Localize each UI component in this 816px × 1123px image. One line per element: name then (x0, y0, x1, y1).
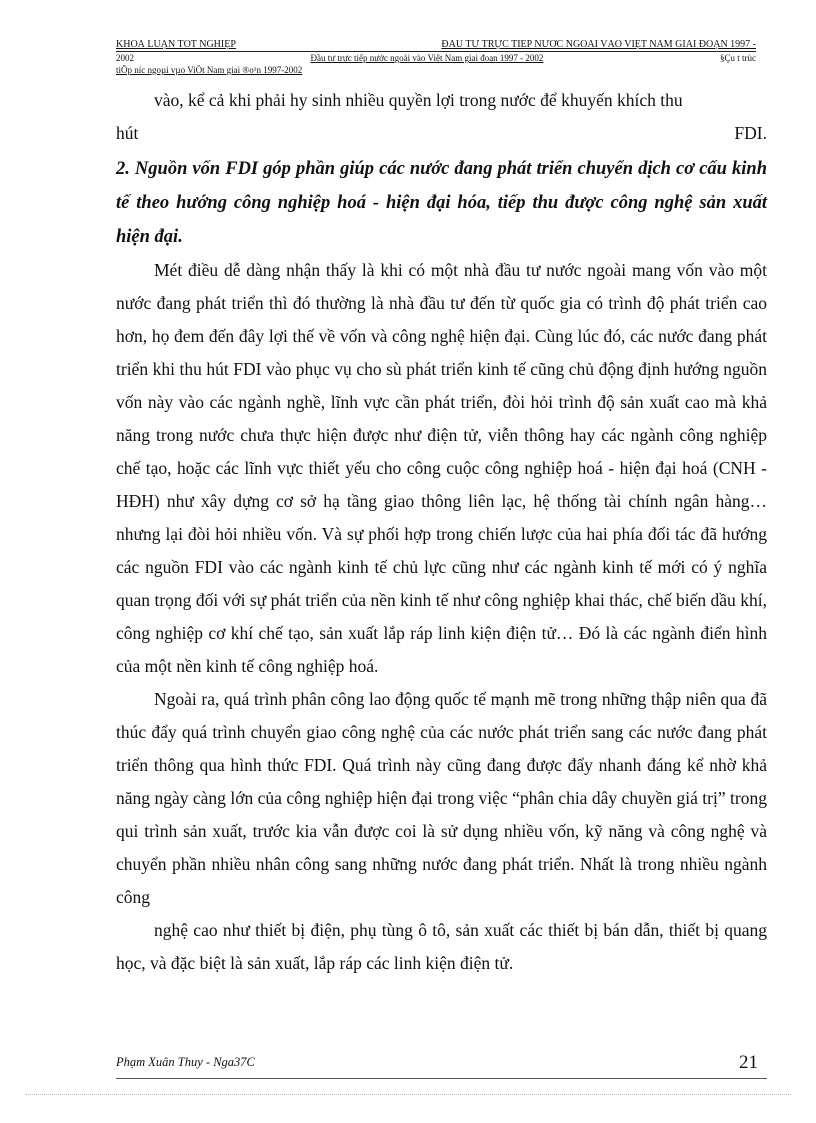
paragraph-continued-left-word: hút (116, 123, 139, 143)
section-heading: 2. Nguồn vốn FDI góp phần giúp các nước đang phát triển chuyển dịch cơ cấu kinh tế theo hướng công nghiệp hoá - hiện đại hóa, tiếp thu được công nghệ sản xuất hiện đại. (116, 159, 767, 247)
running-header (116, 40, 756, 50)
page-body (116, 84, 767, 980)
header-line2-left: 2002 (116, 53, 134, 63)
paragraph-3: nghệ cao như thiết bị điện, phụ tùng ô tô, sản xuất các thiết bị bán dẫn, thiết bị quang học, và đặc biệt là sản xuất, lắp ráp các linh kiện điện tử. (116, 920, 767, 973)
page-number: 21 (739, 1052, 758, 1073)
paragraph-1: Mét điều dễ dàng nhận thấy là khi có một nhà đầu tư nước ngoài mang vốn vào một nước đang phát triển thì đó thường là nhà đầu tư đến từ quốc gia có trình độ phát triển cao hơn, họ đem đến đây lợi thế về vốn và công nghệ hiện đại. Cùng lúc đó, các nước đang phát triển khi thu hút FDI vào phục vụ cho sù phát triển kinh tế cũng chủ động định hướng nguồn vốn này vào các ngành nghề, lĩnh vực cần phát triển, đòi hỏi trình độ sản xuất cao mà khả năng trong nước chưa thực hiện được như điện tử, viễn thông hay các ngành công nghiệp chế tạo, hoặc các lĩnh vực thiết yếu cho công cuộc công nghiệp hoá - hiện đại hoá (CNH - HĐH) như xây dựng cơ sở hạ tầng giao thông liên lạc, hệ thống tài chính ngân hàng… nhưng lại đòi hỏi nhiều vốn. Và sự phối hợp trong chiến lược của hai phía đối tác đã hướng các nguồn FDI vào các ngành kinh tế chủ lực cũng như các ngành kinh tế mới có ý nghĩa quan trọng đối với sự phát triển của nền kinh tế như công nghiệp khai thác, chế biến dầu khí, công nghiệp cơ khí chế tạo, sản xuất lắp ráp linh kiện điện tử… Đó là các ngành điển hình của một nền kinh tế công nghiệp hoá. (116, 260, 767, 676)
header-line2-mid: Đầu tư trực tiếp nước ngoài vào Việt Nam giai đoạn 1997 - 2002 (310, 53, 544, 63)
header-line2-right: §Çu t trùc (719, 53, 756, 63)
header-rule (116, 51, 756, 52)
running-header-line2 (116, 53, 756, 63)
page-break-line (25, 1094, 791, 1095)
running-header-line3 (116, 65, 756, 75)
paragraph-continued-right-word: FDI. (734, 123, 767, 143)
footer-rule (116, 1078, 767, 1079)
header-left: KHOÁ LUẬN TỐT NGHIỆP (116, 40, 236, 50)
header-right: ĐẦU TƯ TRỰC TIẾP NƯỚC NGOÀI VÀO VIỆT NAM GIAI ĐOẠN 1997 - (441, 40, 756, 50)
paragraph-continued-last-line (116, 117, 767, 150)
footer-author: Phạm Xuân Thuy - Nga37C (116, 1055, 255, 1069)
paragraph-continued: vào, kể cả khi phải hy sinh nhiều quyền lợi trong nước để khuyến khích thu (154, 90, 683, 110)
paragraph-2: Ngoài ra, quá trình phân công lao động quốc tế mạnh mẽ trong những thập niên qua đã thúc đẩy quá trình chuyển giao công nghệ của các nước phát triển sang các nước đang phát triển thông qua hình thức FDI. Quá trình này cũng đang được đẩy nhanh đáng kể nhờ khả năng ngày càng lớn của công nghiệp hiện đại trong việc “phân chia dây chuyền giá trị” trong qui trình sản xuất, trước kia vẫn được coi là sử dụng nhiều vốn, kỹ năng và công nghệ và chuyển phần nhiều nhân công sang những nước đang phát triển. Nhất là trong nhiều ngành công (116, 689, 767, 907)
header-line3: tiÕp níc ngoµi vµo ViÖt Nam giai ®o¹n 1997-2002 (116, 65, 303, 75)
